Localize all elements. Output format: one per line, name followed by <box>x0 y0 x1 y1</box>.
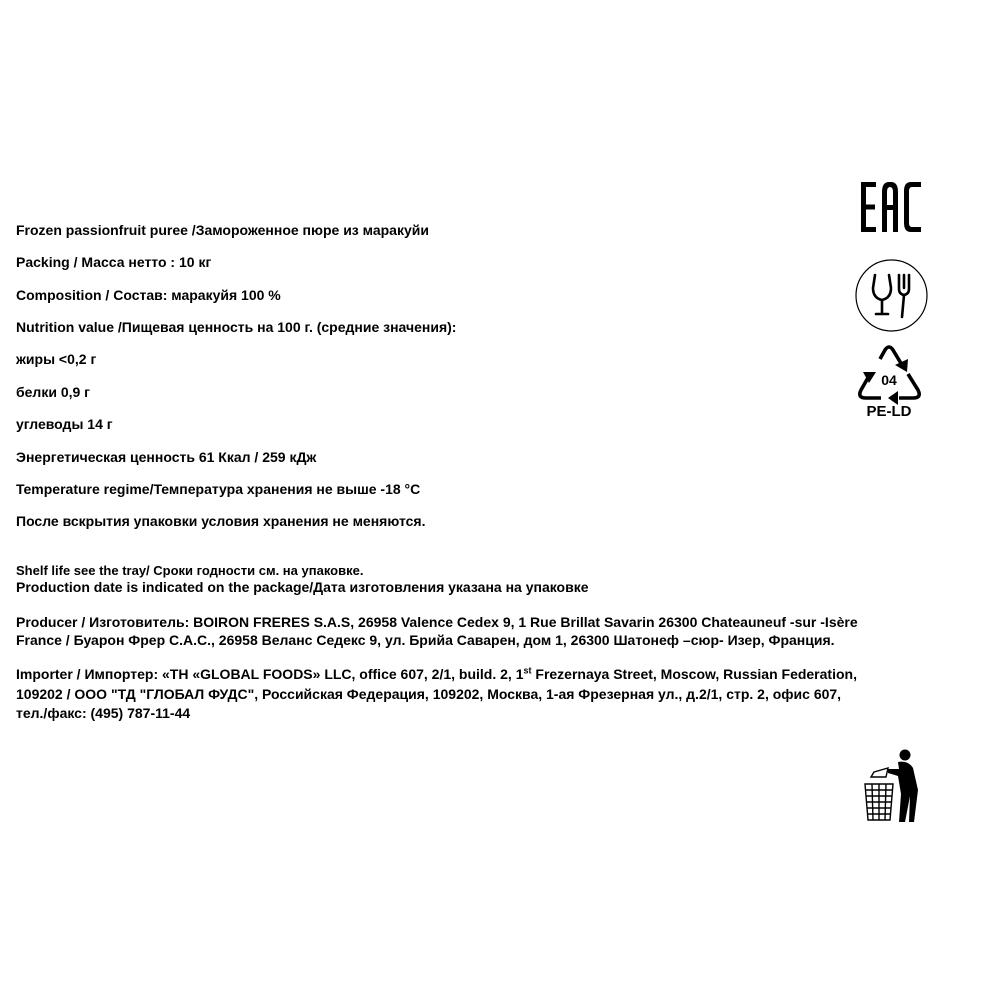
importer-line-2: 109202 / ООО "ТД "ГЛОБАЛ ФУДС", Российская Федерация, 109202, Москва, 1-ая Фрезерная ул., д.2/1, стр. 2, офис 607, <box>16 686 842 702</box>
producer-line-1: Producer / Изготовитель: BOIRON FRERES S.A.S, 26958 Valence Cedex 9, 1 Rue Brillat Savarin 26300 Chateauneuf -sur -Isère <box>16 614 858 630</box>
tidyman-icon <box>858 746 924 824</box>
importer-text-a: Importer / Импортер: «TH «GLOBAL FOODS» LLC, office 607, 2/1, build. 2, 1 <box>16 666 524 682</box>
product-name: Frozen passionfruit puree /Замороженное пюре из маракуйи <box>16 222 429 238</box>
production-date-note: Production date is indicated on the package/Дата изготовления указана на упаковке <box>16 579 589 595</box>
shelf-life-note: Shelf life see the tray/ Сроки годности см. на упаковке. <box>16 563 364 578</box>
eac-mark-icon <box>858 180 926 234</box>
energy-value: Энергетическая ценность 61 Ккал / 259 кДж <box>16 449 317 465</box>
importer-text-b: Frezernaya Street, Moscow, Russian Federation, <box>531 666 857 682</box>
temperature-regime: Temperature regime/Температура хранения не выше -18 °С <box>16 481 421 497</box>
producer-line-2: France / Буарон Фрер С.А.С., 26958 Веланс Седекс 9, ул. Брийа Саварен, дом 1, 26300 Шатонеф –сюр- Изер, Франция. <box>16 632 835 648</box>
importer-line-1 <box>16 665 857 684</box>
nutrition-fat: жиры <0,2 г <box>16 351 97 367</box>
glass-fork-icon <box>854 258 929 333</box>
nutrition-carbs: углеводы 14 г <box>16 416 113 432</box>
after-opening-note: После вскрытия упаковки условия хранения не меняются. <box>16 513 426 529</box>
recycle-code: 04 <box>881 372 897 388</box>
packing-line: Packing / Масса нетто : 10 кг <box>16 254 212 270</box>
nutrition-protein: белки 0,9 г <box>16 384 91 400</box>
composition-line: Composition / Состав: маракуйя 100 % <box>16 287 281 303</box>
importer-ordinal-suffix: st <box>523 665 532 676</box>
recycle-material: PE-LD <box>866 403 912 420</box>
importer-line-3: тел./факс: (495) 787-11-44 <box>16 705 191 721</box>
recycle-icon <box>852 342 926 420</box>
nutrition-header: Nutrition value /Пищевая ценность на 100 г. (средние значения): <box>16 319 457 335</box>
